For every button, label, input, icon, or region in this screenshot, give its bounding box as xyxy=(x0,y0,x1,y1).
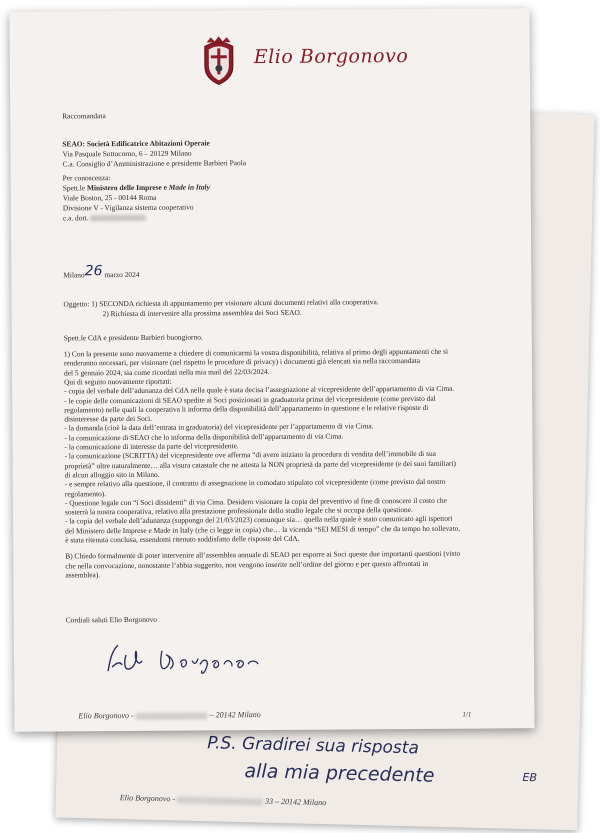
cc-name-italic: Made in Italy xyxy=(168,182,210,192)
raccomandata-label: Raccomandata xyxy=(62,111,106,121)
body-line: - la copia del verbale dell’adunanza (suppongo del 21/03/2023) comunque sia… quella nella quale è stato comunicato agli ispettori xyxy=(65,514,453,526)
body-line: sosterrà la nostra cooperativa, relativo alla prestazione professionale dello studio legale che si occupa della questione. xyxy=(64,505,413,517)
redacted-name xyxy=(90,215,146,221)
date-rest: marzo 2024 xyxy=(104,269,140,280)
body-line: disinteresse da parte dei Soci. xyxy=(64,413,153,424)
front-footer xyxy=(78,710,260,720)
body-line: Qui di seguito nuovamente riportati: xyxy=(64,376,172,387)
letterhead-name: Elio Borgonovo xyxy=(253,45,409,69)
back-footer-city: 33 – 20142 Milano xyxy=(264,796,327,808)
body-line: del 5 gennaio 2024, sia come ricordati nella mia mail del 22/03/2024. xyxy=(63,366,270,378)
date-line xyxy=(63,263,140,280)
body-line: renderanno necessari, per visionare (nel rispetto le procedure di privacy) i documenti già elencati sia nella raccomandata xyxy=(63,356,421,368)
cc-recipient xyxy=(63,182,210,192)
date-city: Milano xyxy=(63,270,85,280)
recipient-attention: C.a. Consiglio d’Amministrazione e presidente Barbieri Paola xyxy=(62,158,247,169)
subject-line-1 xyxy=(64,297,379,308)
recipient-name: SEAO: Società Edificatrice Abitazioni Operaie xyxy=(62,138,210,149)
body-line: - Questione legale con “i Soci dissidenti” di via Cima. Desidero visionare la copia del preventivo al fine di conoscere il costo che xyxy=(64,495,447,508)
page-number: 1/1 xyxy=(462,710,472,719)
body-line: - la domanda (cioè la data dell’entrata in graduatoria) del vicepresidente per l’appartamento di via Cima. xyxy=(64,421,374,433)
back-footer-name: Elio Borgonovo - xyxy=(119,793,176,804)
body-line: regolamento) nelle quali la cooperativa li informa della disponibilità dell’appartamento in questione e le relative risposte di xyxy=(64,402,429,415)
body-line: regolamento). xyxy=(64,488,107,498)
recipient-address: Via Pasquale Sottocorno, 6 – 20129 Milano xyxy=(62,148,192,159)
cc-label: Per conoscenza: xyxy=(62,173,111,183)
redacted-footer-address xyxy=(136,712,208,720)
postscript-line-2: alla mia precedente xyxy=(244,760,435,787)
crest-logo-icon xyxy=(202,36,236,86)
front-footer-city: – 20142 Milano xyxy=(209,710,261,720)
salutation: Spett.le CdA e presidente Barbieri buongiorno. xyxy=(63,332,203,343)
request-b-line: assemblea). xyxy=(65,570,101,580)
cc-person xyxy=(63,213,146,223)
body-line: del Ministero delle Imprese e Made in Italy (che ci legge in copia) che… la vicenda “SEI MESI di tempo” che da tempo ho sollevato, xyxy=(65,523,461,536)
request-b-line: B) Chiedo formalmente di poter intervenire all’assemblea annuale di SEAO per esporre ai Soci queste due importanti questioni (visto xyxy=(65,548,461,561)
cc-address: Viale Boston, 25 - 00144 Roma xyxy=(62,192,157,203)
front-page xyxy=(9,8,534,732)
back-footer xyxy=(120,793,327,807)
body-text xyxy=(9,8,529,12)
postscript-initials: EB xyxy=(522,770,538,785)
subject-item-2: 2) Richiesta di intervenire alla prossima assemblea dei Soci SEAO. xyxy=(102,307,302,319)
redacted-address xyxy=(177,796,263,805)
body-line: proprietà” oltre naturalmente… alla visura catastale che ne attesta la NON proprietà da parte del vicepresidente (e dei suoi familiari) xyxy=(64,458,457,471)
body-line: - le copie delle comunicazioni di SEAO spedite ai Soci posizionati in graduatoria prima del vicepresidente (come previsto dal xyxy=(64,393,436,405)
body-line: è stata ritenuta conclusa, essendomi ritenuto soddisfatto delle risposte del CdA. xyxy=(65,533,300,545)
body-line: - copia del verbale dell’adunanza del CdA nella quale è stata decisa l’assegnazione al vicepresidente dell’appartamento di via Cima. xyxy=(64,383,455,396)
body-line: 1) Con la presente sono nuovamente a chiedere di comunicarmi la vostra disponibilità, relativa al primo degli appuntamenti che si xyxy=(63,346,449,359)
closing: Cordiali saluti Elio Borgonovo xyxy=(65,614,157,625)
date-day: 26 xyxy=(84,263,103,280)
postscript-line-1: P.S. Gradirei sua risposta xyxy=(206,733,420,759)
body-line: - la comunicazione di SEAO che lo informa della disponibilità dell’appartamento di via Cima. xyxy=(64,431,344,443)
cc-person-label: c.a. dott. xyxy=(62,213,89,223)
body-line: - la comunicazione di interesse da parte del vicepresidente. xyxy=(64,441,239,452)
body-line: - la comunicazione (SCRITTA) del vicepresidente ove afferma “di avere iniziato la procedura di vendita dell’immobile di sua xyxy=(64,449,436,461)
request-b-line: che nella convocazione, nonostante l’abbia suggerito, non vengono inserite nell’ordine del giorno e per questo affrontati in xyxy=(65,558,429,571)
body-line: di alcun alloggio sito in Milano. xyxy=(64,469,160,480)
subject-item-1: 1) SECONDA richiesta di appuntamento per visionare alcuni documenti relativi alla cooperativa. xyxy=(91,297,379,309)
cc-division: Divisione V - Vigilanza sistema cooperativo xyxy=(62,202,194,213)
request-b-text xyxy=(9,8,529,12)
cc-prefix: Spett.le xyxy=(62,183,86,193)
body-line: - e sempre relativo alla questione, il contratto di assegnazione in comodato stipulato col vicepresidente (come previsto dal nostro xyxy=(64,476,446,489)
signature-icon xyxy=(100,630,270,681)
cc-name: Ministero delle Imprese e xyxy=(86,182,169,193)
subject-label: Oggetto: xyxy=(63,299,90,309)
front-footer-name: Elio Borgonovo - xyxy=(78,710,134,721)
